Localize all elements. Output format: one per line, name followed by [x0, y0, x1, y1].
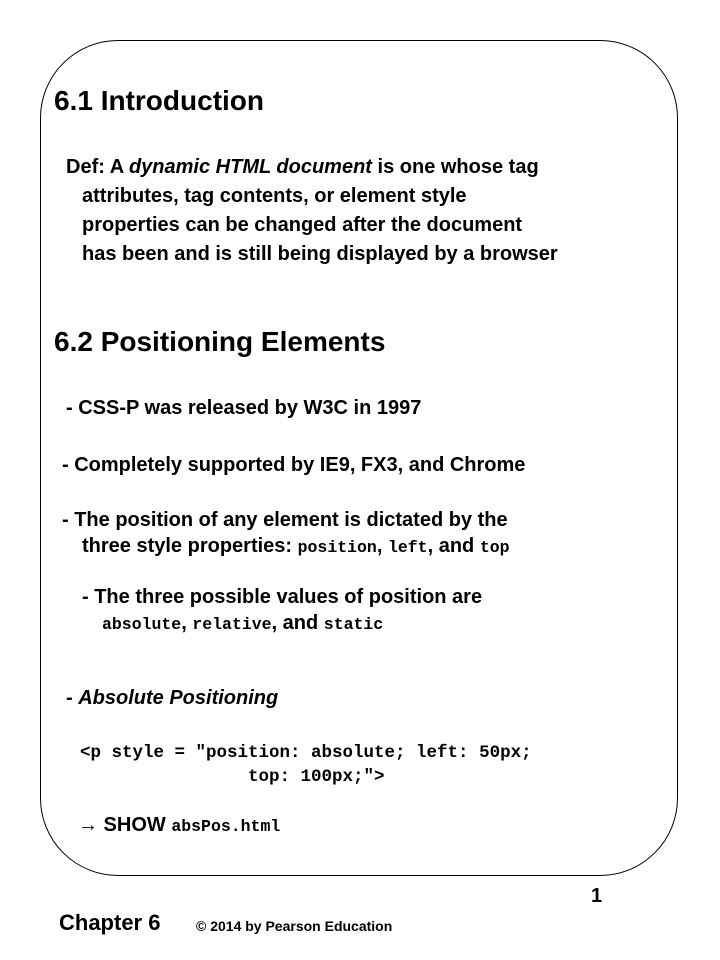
section-heading-positioning: 6.2 Positioning Elements — [54, 326, 386, 357]
bullet-support: - Completely supported by IE9, FX3, and Chrome — [62, 454, 526, 476]
page-number: 1 — [591, 885, 603, 907]
bullet-values-line-1: - The three possible values of position are — [82, 586, 483, 608]
footer-copyright: © 2014 by Pearson Education — [196, 918, 393, 934]
separator: , — [181, 612, 193, 634]
definition-line-1 — [66, 153, 539, 182]
separator: , and — [271, 612, 324, 634]
absolute-positioning-label: Absolute Positioning — [78, 687, 279, 709]
show-file: absPos.html — [171, 817, 281, 836]
code-left: left — [387, 538, 428, 557]
definition-prefix: Def: A — [66, 156, 129, 178]
code-relative: relative — [192, 615, 272, 634]
arrow-right-icon: → — [78, 814, 98, 836]
definition-line-2: attributes, tag contents, or element style — [82, 185, 467, 207]
code-static: static — [323, 615, 384, 634]
dash: - — [66, 687, 79, 709]
section-heading-introduction: 6.1 Introduction — [54, 85, 264, 116]
absolute-positioning-heading — [66, 684, 278, 713]
definition-line-4: has been and is still being displayed by a browser — [82, 243, 558, 265]
bullet-position-line-1: - The position of any element is dictated by the — [62, 509, 508, 531]
code-top: top — [479, 538, 510, 557]
code-absolute: absolute — [102, 615, 182, 634]
show-label: SHOW — [98, 814, 172, 836]
code-example-line-2: top: 100px;"> — [248, 767, 385, 787]
separator: , and — [427, 535, 480, 557]
show-line — [78, 811, 280, 841]
bullet-css-p: - CSS-P was released by W3C in 1997 — [66, 397, 422, 419]
definition-line-3: properties can be changed after the document — [82, 214, 523, 236]
bullet-position-line-2 — [82, 532, 510, 562]
footer-chapter: Chapter 6 — [59, 910, 161, 935]
bullet-values-line-2 — [102, 609, 383, 639]
style-properties-text: three style properties: — [82, 535, 298, 557]
code-example-line-1: <p style = "position: absolute; left: 50px; — [80, 743, 532, 763]
definition-term: dynamic HTML document — [128, 156, 372, 178]
definition-line1-rest: is one whose tag — [371, 156, 539, 178]
separator: , — [376, 535, 388, 557]
code-position: position — [297, 538, 377, 557]
